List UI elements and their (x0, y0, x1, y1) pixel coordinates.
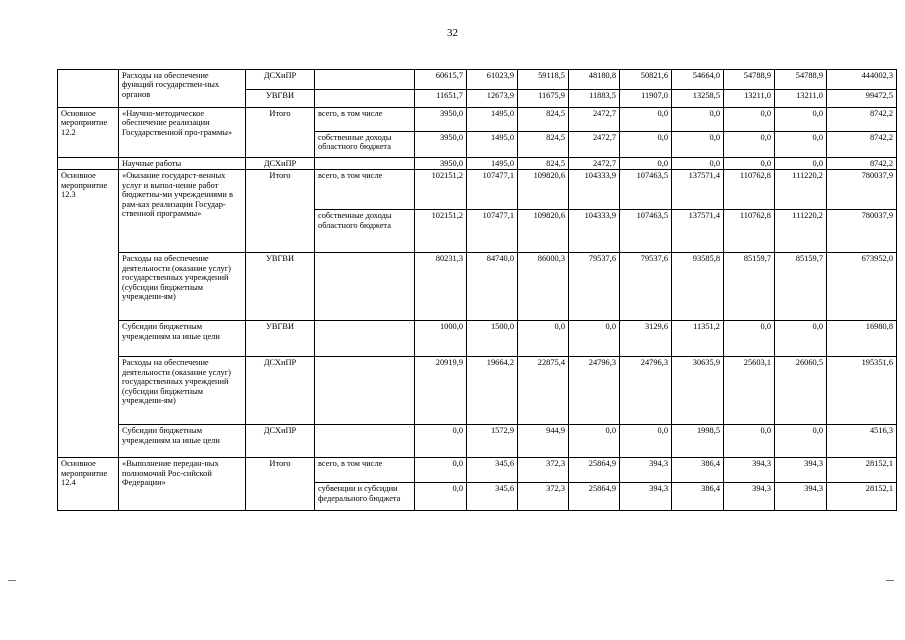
value-cell: 13211,0 (724, 90, 775, 108)
scan-edge-mark (8, 580, 16, 581)
value-cell: 86000,3 (518, 253, 569, 321)
total-cell: 195351,6 (827, 357, 897, 425)
value-cell: 79537,6 (569, 253, 620, 321)
value-cell: 59118,5 (518, 70, 569, 90)
value-cell: 20919,9 (415, 357, 467, 425)
source-cell: всего, в том числе (315, 458, 415, 483)
source-cell (315, 158, 415, 170)
table-row (58, 158, 897, 170)
value-cell: 13211,0 (775, 90, 827, 108)
value-cell: 85159,7 (724, 253, 775, 321)
value-cell: 54664,0 (672, 70, 724, 90)
value-cell: 3950,0 (415, 132, 467, 158)
total-cell: 28152,1 (827, 483, 897, 511)
value-cell: 107477,1 (467, 210, 518, 253)
value-cell: 93585,8 (672, 253, 724, 321)
value-cell: 824,5 (518, 132, 569, 158)
page-number: 32 (447, 27, 458, 39)
value-cell: 26060,5 (775, 357, 827, 425)
value-cell: 345,6 (467, 458, 518, 483)
executor-cell: ДСХиПР (246, 70, 315, 90)
value-cell: 0,0 (620, 425, 672, 458)
value-cell: 0,0 (724, 158, 775, 170)
value-cell: 2472,7 (569, 158, 620, 170)
value-cell: 0,0 (775, 132, 827, 158)
measure-cell: Основное мероприятие 12.2 (58, 108, 119, 158)
value-cell: 24796,3 (569, 357, 620, 425)
table-row (58, 425, 897, 458)
value-cell: 111220,2 (775, 210, 827, 253)
name-cell: Расходы на обеспечение функций государствен-ных органов (119, 70, 246, 108)
value-cell: 824,5 (518, 108, 569, 132)
value-cell: 0,0 (775, 425, 827, 458)
source-cell (315, 90, 415, 108)
source-cell (315, 321, 415, 357)
value-cell: 0,0 (724, 321, 775, 357)
value-cell: 54788,9 (724, 70, 775, 90)
value-cell: 25864,9 (569, 458, 620, 483)
measure-cell (58, 158, 119, 170)
value-cell: 107463,5 (620, 170, 672, 210)
source-cell (315, 253, 415, 321)
value-cell: 25864,9 (569, 483, 620, 511)
name-cell: Расходы на обеспечение деятельности (оказание услуг) государственных учреждений (субсидии бюджетным учреждени-ям) (119, 357, 246, 425)
value-cell: 137571,4 (672, 170, 724, 210)
value-cell: 394,3 (724, 458, 775, 483)
value-cell: 0,0 (775, 321, 827, 357)
source-cell (315, 425, 415, 458)
value-cell: 386,4 (672, 458, 724, 483)
table-row (58, 253, 897, 321)
name-cell: Субсидии бюджетным учреждениям на иные цели (119, 425, 246, 458)
value-cell: 80231,3 (415, 253, 467, 321)
value-cell: 0,0 (672, 132, 724, 158)
value-cell: 345,6 (467, 483, 518, 511)
value-cell: 102151,2 (415, 170, 467, 210)
value-cell: 372,3 (518, 483, 569, 511)
executor-cell: Итого (246, 108, 315, 158)
value-cell: 0,0 (620, 132, 672, 158)
total-cell: 99472,5 (827, 90, 897, 108)
value-cell: 1495,0 (467, 108, 518, 132)
source-cell: собственные доходы областного бюджета (315, 210, 415, 253)
value-cell: 24796,3 (620, 357, 672, 425)
value-cell: 0,0 (775, 108, 827, 132)
value-cell: 107463,5 (620, 210, 672, 253)
value-cell: 0,0 (620, 108, 672, 132)
value-cell: 109820,6 (518, 170, 569, 210)
value-cell: 1998,5 (672, 425, 724, 458)
value-cell: 11675,9 (518, 90, 569, 108)
value-cell: 3129,6 (620, 321, 672, 357)
value-cell: 394,3 (775, 458, 827, 483)
value-cell: 0,0 (569, 321, 620, 357)
total-cell: 444002,3 (827, 70, 897, 90)
value-cell: 372,3 (518, 458, 569, 483)
name-cell: Расходы на обеспечение деятельности (оказание услуг) государственных учреждений (субсидии бюджетным учреждени-ям) (119, 253, 246, 321)
source-cell (315, 357, 415, 425)
value-cell: 110762,8 (724, 170, 775, 210)
value-cell: 1495,0 (467, 132, 518, 158)
executor-cell: УВГВИ (246, 90, 315, 108)
table-row (58, 321, 897, 357)
value-cell: 12673,9 (467, 90, 518, 108)
source-cell (315, 70, 415, 90)
executor-cell: Итого (246, 170, 315, 253)
value-cell: 50821,6 (620, 70, 672, 90)
total-cell: 8742,2 (827, 108, 897, 132)
value-cell: 0,0 (415, 458, 467, 483)
value-cell: 1000,0 (415, 321, 467, 357)
value-cell: 137571,4 (672, 210, 724, 253)
value-cell: 79537,6 (620, 253, 672, 321)
value-cell: 0,0 (775, 158, 827, 170)
value-cell: 11651,7 (415, 90, 467, 108)
value-cell: 394,3 (775, 483, 827, 511)
total-cell: 673952,0 (827, 253, 897, 321)
executor-cell: УВГВИ (246, 253, 315, 321)
source-cell: всего, в том числе (315, 108, 415, 132)
name-cell: «Научно-методическое обеспечение реализации Государственной про-граммы» (119, 108, 246, 158)
value-cell: 22875,4 (518, 357, 569, 425)
measure-cell (58, 70, 119, 108)
name-cell: Научные работы (119, 158, 246, 170)
value-cell: 0,0 (672, 158, 724, 170)
value-cell: 11351,2 (672, 321, 724, 357)
source-cell: субвенции и субсидии федерального бюджета (315, 483, 415, 511)
value-cell: 110762,8 (724, 210, 775, 253)
measure-cell: Основное мероприятие 12.3 (58, 170, 119, 458)
value-cell: 30635,9 (672, 357, 724, 425)
value-cell: 0,0 (569, 425, 620, 458)
value-cell: 2472,7 (569, 132, 620, 158)
value-cell: 107477,1 (467, 170, 518, 210)
total-cell: 8742,2 (827, 158, 897, 170)
value-cell: 0,0 (724, 132, 775, 158)
table-row (58, 108, 897, 132)
name-cell: Субсидии бюджетным учреждениям на иные цели (119, 321, 246, 357)
value-cell: 48180,8 (569, 70, 620, 90)
value-cell: 3950,0 (415, 158, 467, 170)
source-cell: собственные доходы областного бюджета (315, 132, 415, 158)
value-cell: 0,0 (415, 483, 467, 511)
executor-cell: УВГВИ (246, 321, 315, 357)
value-cell: 11907,0 (620, 90, 672, 108)
value-cell: 85159,7 (775, 253, 827, 321)
table-row (58, 70, 897, 90)
value-cell: 3950,0 (415, 108, 467, 132)
value-cell: 104333,9 (569, 210, 620, 253)
value-cell: 104333,9 (569, 170, 620, 210)
value-cell: 25603,1 (724, 357, 775, 425)
executor-cell: ДСХиПР (246, 357, 315, 425)
value-cell: 13258,5 (672, 90, 724, 108)
value-cell: 1500,0 (467, 321, 518, 357)
total-cell: 4516,3 (827, 425, 897, 458)
total-cell: 8742,2 (827, 132, 897, 158)
value-cell: 944,9 (518, 425, 569, 458)
value-cell: 394,3 (724, 483, 775, 511)
value-cell: 1495,0 (467, 158, 518, 170)
executor-cell: ДСХиПР (246, 425, 315, 458)
value-cell: 394,3 (620, 458, 672, 483)
table-row (58, 458, 897, 483)
name-cell: «Выполнение передан-ных полномочий Рос-сийской Федерации» (119, 458, 246, 511)
value-cell: 2472,7 (569, 108, 620, 132)
value-cell: 11883,5 (569, 90, 620, 108)
source-cell: всего, в том числе (315, 170, 415, 210)
total-cell: 16980,8 (827, 321, 897, 357)
value-cell: 0,0 (415, 425, 467, 458)
value-cell: 1572,9 (467, 425, 518, 458)
value-cell: 84740,0 (467, 253, 518, 321)
value-cell: 61023,9 (467, 70, 518, 90)
value-cell: 824,5 (518, 158, 569, 170)
executor-cell: ДСХиПР (246, 158, 315, 170)
value-cell: 60615,7 (415, 70, 467, 90)
total-cell: 28152,1 (827, 458, 897, 483)
value-cell: 109820,6 (518, 210, 569, 253)
value-cell: 111220,2 (775, 170, 827, 210)
value-cell: 394,3 (620, 483, 672, 511)
value-cell: 0,0 (518, 321, 569, 357)
total-cell: 780037,9 (827, 170, 897, 210)
executor-cell: Итого (246, 458, 315, 511)
value-cell: 0,0 (672, 108, 724, 132)
table-row (58, 357, 897, 425)
value-cell: 0,0 (620, 158, 672, 170)
value-cell: 54788,9 (775, 70, 827, 90)
table-row (58, 170, 897, 210)
scan-edge-mark (886, 580, 894, 581)
name-cell: «Оказание государст-венных услуг и выпол-нение работ бюджетны-ми учреждениями в рам-ках реализации Государ-ственной программы» (119, 170, 246, 253)
value-cell: 102151,2 (415, 210, 467, 253)
value-cell: 0,0 (724, 108, 775, 132)
value-cell: 386,4 (672, 483, 724, 511)
budget-table (57, 69, 897, 511)
value-cell: 0,0 (724, 425, 775, 458)
value-cell: 19664,2 (467, 357, 518, 425)
total-cell: 780037,9 (827, 210, 897, 253)
measure-cell: Основное мероприятие 12.4 (58, 458, 119, 511)
